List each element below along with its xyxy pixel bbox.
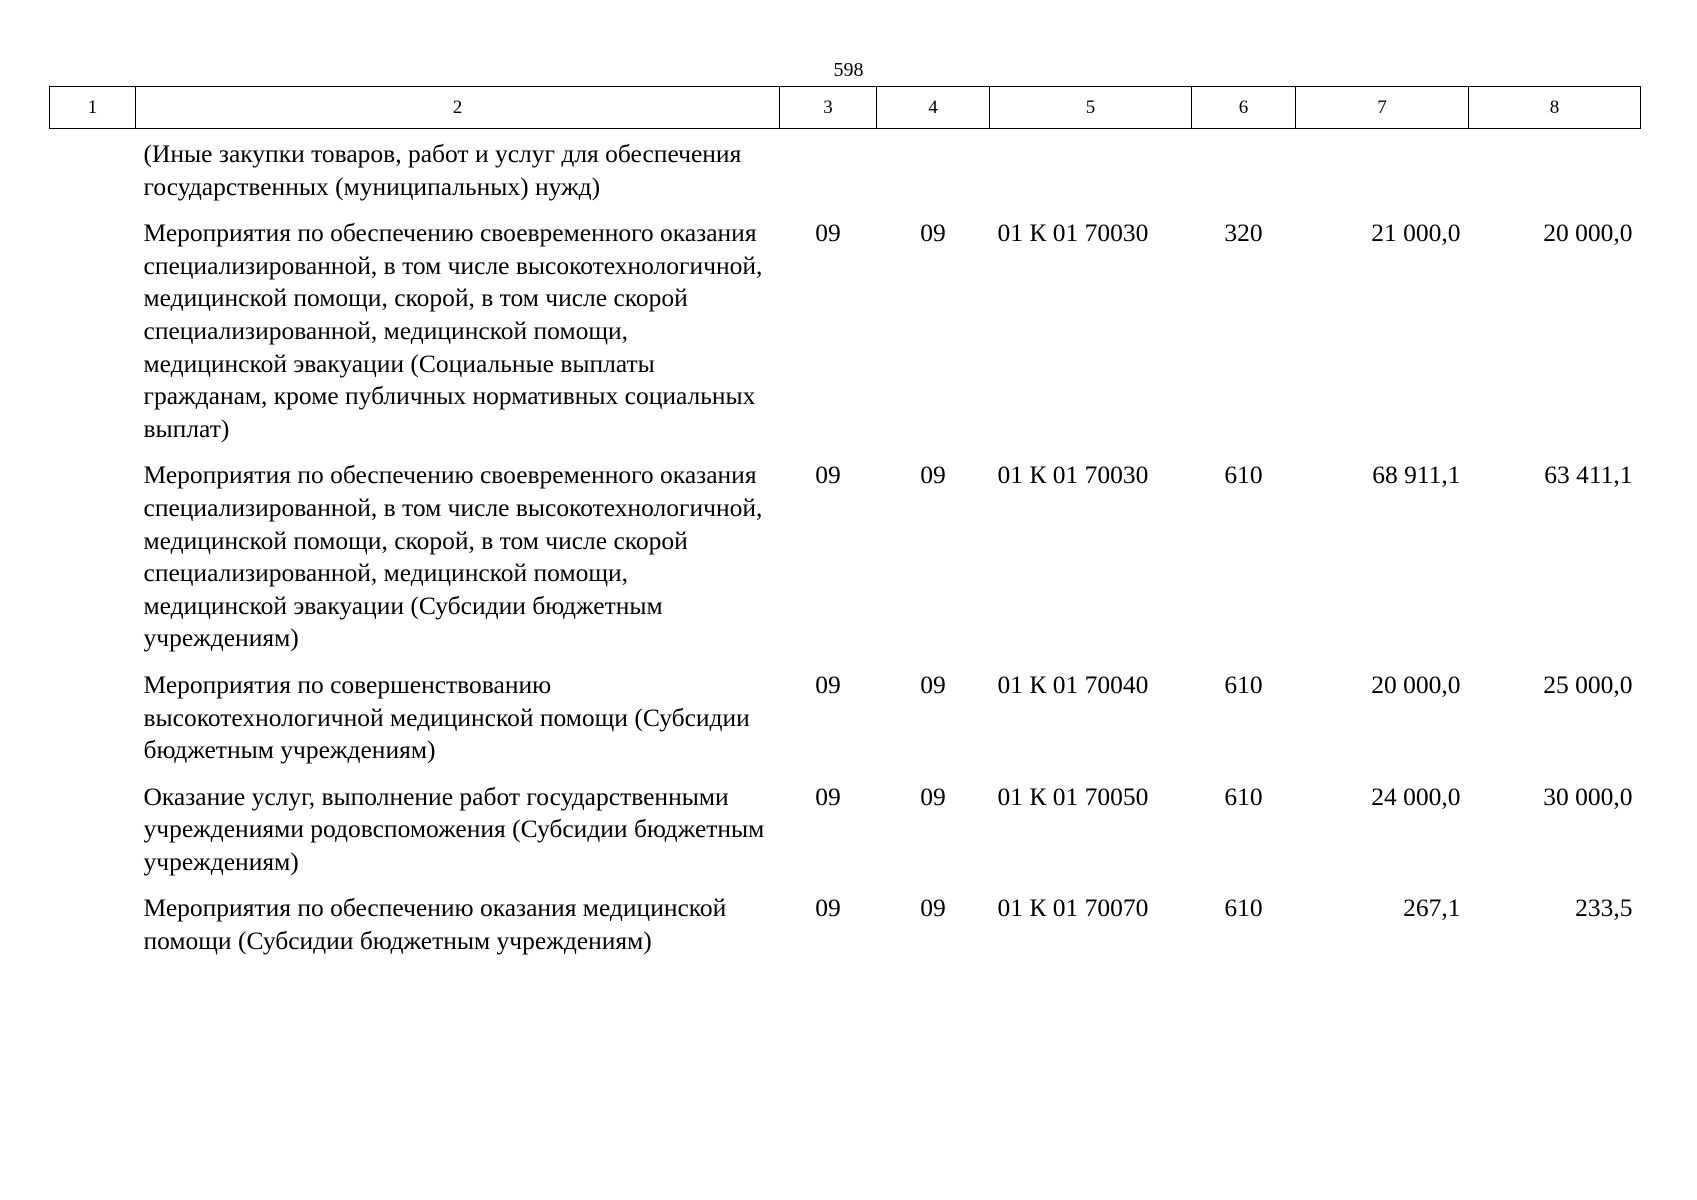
section-cell: 09 — [815, 781, 841, 811]
target-article-cell: 01 К 01 70030 — [997, 460, 1149, 490]
amount-col7-cell: 21 000,0 — [1371, 218, 1461, 248]
target-article-cell: 01 К 01 70070 — [997, 893, 1149, 923]
description-cell: Оказание услуг, выполнение работ государственными учреждениями родовспоможения (Субсидии бюджетным учреждениям) — [143, 781, 765, 876]
header-col-4: 4 — [877, 87, 990, 129]
section-cell: 09 — [815, 218, 841, 248]
table-row — [50, 669, 1641, 781]
header-row — [50, 87, 1641, 129]
expense-type-cell: 610 — [1224, 781, 1263, 811]
row-number-cell — [50, 669, 136, 781]
amount-col8-cell — [1469, 129, 1641, 218]
row-number-cell — [50, 459, 136, 669]
description-cell: Мероприятия по обеспечению своевременного оказания специализированной, в том числе высокотехнологичной, медицинской помощи, скорой, в том числе скорой специализированной, медицинской помощи, медицинской эвакуации (Субсидии бюджетным учреждениям) — [143, 460, 763, 653]
subsection-cell: 09 — [920, 893, 946, 923]
amount-col8-cell: 25 000,0 — [1543, 669, 1633, 699]
section-cell: 09 — [815, 460, 841, 490]
table-header — [50, 87, 1641, 129]
description-cell: (Иные закупки товаров, работ и услуг для обеспечения государственных (муниципальных) нужд) — [143, 139, 742, 201]
amount-col7-cell: 24 000,0 — [1371, 781, 1461, 811]
subsection-cell: 09 — [920, 781, 946, 811]
header-col-5: 5 — [990, 87, 1192, 129]
header-col-3: 3 — [780, 87, 877, 129]
row-number-cell — [50, 217, 136, 459]
amount-col7-cell: 267,1 — [1403, 893, 1461, 923]
description-cell: Мероприятия по обеспечению своевременного оказания специализированной, в том числе высокотехнологичной, медицинской помощи, скорой, в том числе скорой специализированной, медицинской помощи, медицинской эвакуации (Социальные выплаты гражданам, кроме публичных нормативных социальных выплат) — [143, 218, 763, 443]
header-col-1: 1 — [50, 87, 136, 129]
row-number-cell — [50, 781, 136, 893]
expense-type-cell — [1192, 129, 1296, 218]
budget-table — [49, 86, 1641, 972]
header-col-2: 2 — [136, 87, 780, 129]
subsection-cell — [877, 129, 990, 218]
header-col-8: 8 — [1469, 87, 1641, 129]
expense-type-cell: 610 — [1224, 669, 1263, 699]
table-row — [50, 459, 1641, 669]
table-row — [50, 217, 1641, 459]
table-body — [50, 129, 1641, 972]
expense-type-cell: 320 — [1224, 218, 1263, 248]
page-number: 598 — [833, 59, 864, 81]
row-number-cell — [50, 129, 136, 218]
target-article-cell: 01 К 01 70030 — [997, 218, 1149, 248]
description-cell: Мероприятия по совершенствованию высокотехнологичной медицинской помощи (Субсидии бюджетным учреждениям) — [143, 669, 750, 765]
expense-type-cell: 610 — [1224, 893, 1263, 923]
subsection-cell: 09 — [920, 460, 946, 490]
header-col-7: 7 — [1296, 87, 1469, 129]
target-article-cell: 01 К 01 70040 — [997, 669, 1149, 699]
amount-col7-cell: 68 911,1 — [1372, 460, 1461, 490]
header-col-6: 6 — [1192, 87, 1296, 129]
section-cell: 09 — [815, 893, 841, 923]
table-row — [50, 892, 1641, 971]
amount-col8-cell: 30 000,0 — [1543, 781, 1633, 811]
table-row — [50, 781, 1641, 893]
table-row — [50, 129, 1641, 218]
amount-col8-cell: 20 000,0 — [1543, 218, 1633, 248]
subsection-cell: 09 — [920, 218, 946, 248]
target-article-cell: 01 К 01 70050 — [997, 781, 1149, 811]
section-cell — [780, 129, 877, 218]
amount-col8-cell: 63 411,1 — [1544, 460, 1633, 490]
section-cell: 09 — [815, 669, 841, 699]
amount-col7-cell — [1296, 129, 1469, 218]
target-article-cell — [990, 129, 1192, 218]
description-cell: Мероприятия по обеспечению оказания медицинской помощи (Субсидии бюджетным учреждениям) — [143, 893, 727, 956]
subsection-cell: 09 — [920, 669, 946, 699]
row-number-cell — [50, 892, 136, 971]
expense-type-cell: 610 — [1224, 460, 1263, 490]
amount-col8-cell: 233,5 — [1575, 893, 1633, 923]
amount-col7-cell: 20 000,0 — [1371, 669, 1461, 699]
